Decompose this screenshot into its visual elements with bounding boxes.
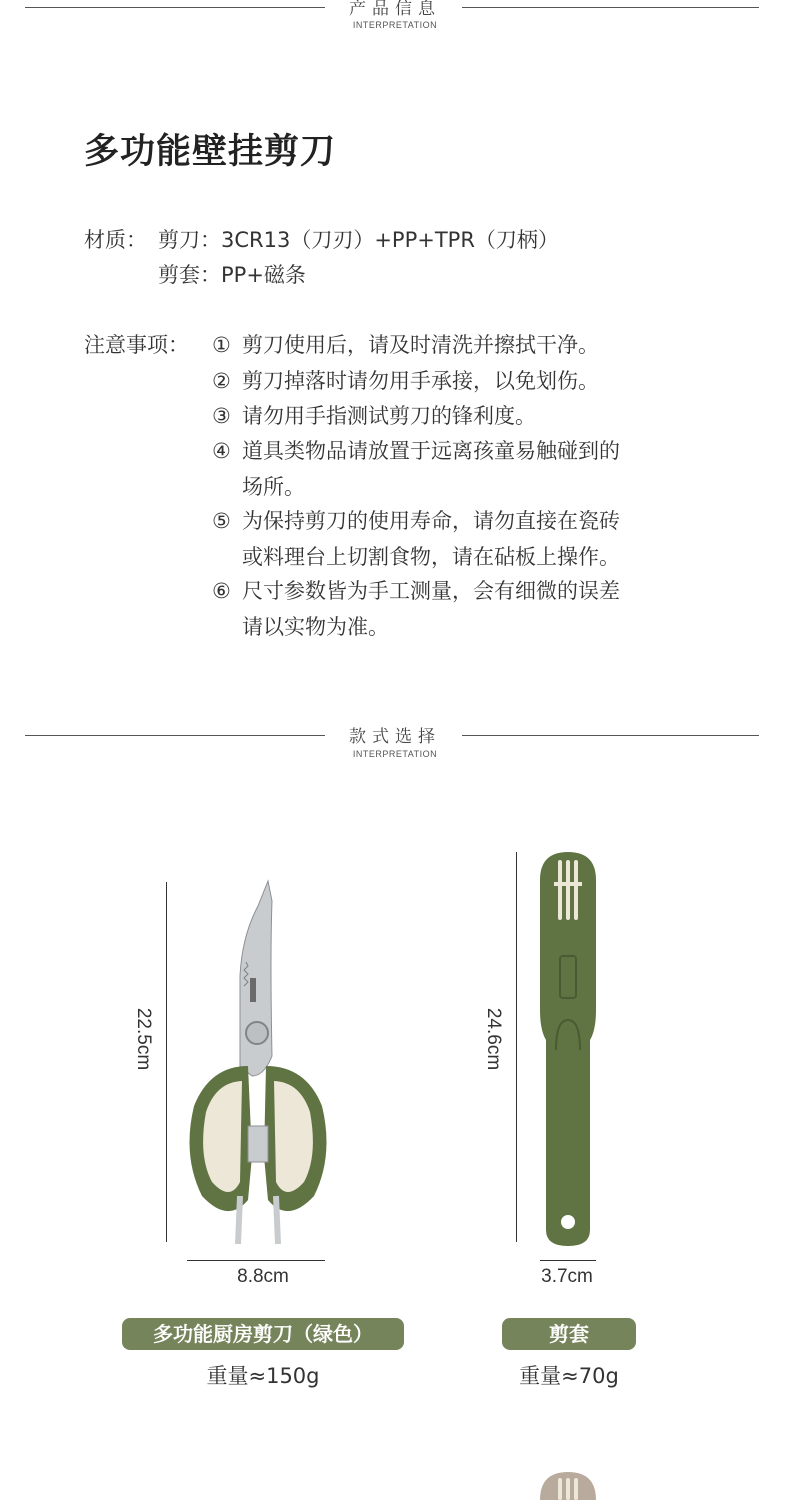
note-text: 道具类物品请放置于远离孩童易触碰到的: [242, 439, 620, 463]
scissors-height-label: 22.5cm: [133, 1007, 154, 1071]
sheath-image: [536, 850, 600, 1250]
note-number: ①: [212, 333, 231, 357]
next-product-image-partial: [536, 1470, 600, 1500]
note-text: 尺寸参数皆为手工测量，会有细微的误差: [242, 579, 620, 603]
scissors-pivot: [246, 1022, 268, 1044]
note-text: 剪刀掉落时请勿用手承接，以免划伤。: [242, 369, 599, 393]
note-item: [212, 327, 599, 363]
sheath-slot: [574, 860, 578, 920]
scissors-width-label: 8.8cm: [237, 1266, 289, 1287]
scissors-brand-mark: [250, 978, 256, 1002]
scissors-weight: 重量≈150g: [206, 1364, 320, 1388]
note-number: ③: [212, 404, 231, 428]
section-subtitle: INTERPRETATION: [352, 749, 438, 759]
sheath-slot-bar: [554, 882, 582, 886]
notes-label: 注意事项：: [84, 333, 189, 357]
product-title: 多功能壁挂剪刀: [84, 132, 337, 172]
note-text-continued: 或料理台上切割食物，请在砧板上操作。: [242, 545, 620, 569]
note-number: ④: [212, 439, 231, 463]
note-text: 为保持剪刀的使用寿命，请勿直接在瓷砖: [242, 509, 620, 533]
sheath-slot: [558, 860, 562, 920]
sheath-width-line: [540, 1260, 596, 1261]
note-number: ②: [212, 369, 231, 393]
material-line-sheath: 剪套：PP+磁条: [158, 263, 306, 287]
scissors-bottle-opener: [248, 1126, 268, 1162]
scissors-image: [180, 876, 340, 1248]
sheath-width-label: 3.7cm: [541, 1266, 593, 1287]
section-title: 产品信息: [349, 0, 441, 19]
sheath-slot: [566, 860, 570, 920]
product-name-sheath: 剪套: [502, 1318, 636, 1350]
note-text-continued: 场所。: [242, 475, 305, 499]
section-header-product-info: [0, 0, 790, 40]
section-title: 款式选择: [349, 727, 441, 747]
material-line-scissors: 剪刀：3CR13（刀刃）+PP+TPR（刀柄）: [158, 228, 559, 252]
note-item: [212, 398, 536, 434]
note-number: ⑥: [212, 579, 231, 603]
sheath-height-line: [516, 852, 517, 1242]
sheath-height-label: 24.6cm: [483, 1007, 504, 1071]
material-label: 材质：: [84, 228, 147, 252]
scissors-height-line: [166, 882, 167, 1242]
note-number: ⑤: [212, 509, 231, 533]
sheath-weight: 重量≈70g: [519, 1364, 619, 1388]
note-item: [212, 433, 620, 505]
note-item: [212, 573, 620, 645]
sheath-hang-hole: [561, 1215, 575, 1229]
section-subtitle: INTERPRETATION: [352, 20, 438, 30]
scissors-width-line: [187, 1260, 325, 1261]
note-item: [212, 363, 599, 399]
section-header-style-choice: [0, 722, 790, 762]
note-text: 剪刀使用后，请及时清洗并擦拭干净。: [242, 333, 599, 357]
note-text: 请勿用手指测试剪刀的锋利度。: [242, 404, 536, 428]
note-text-continued: 请以实物为准。: [242, 615, 389, 639]
product-name-scissors: 多功能厨房剪刀（绿色）: [122, 1318, 404, 1350]
note-item: [212, 503, 620, 575]
